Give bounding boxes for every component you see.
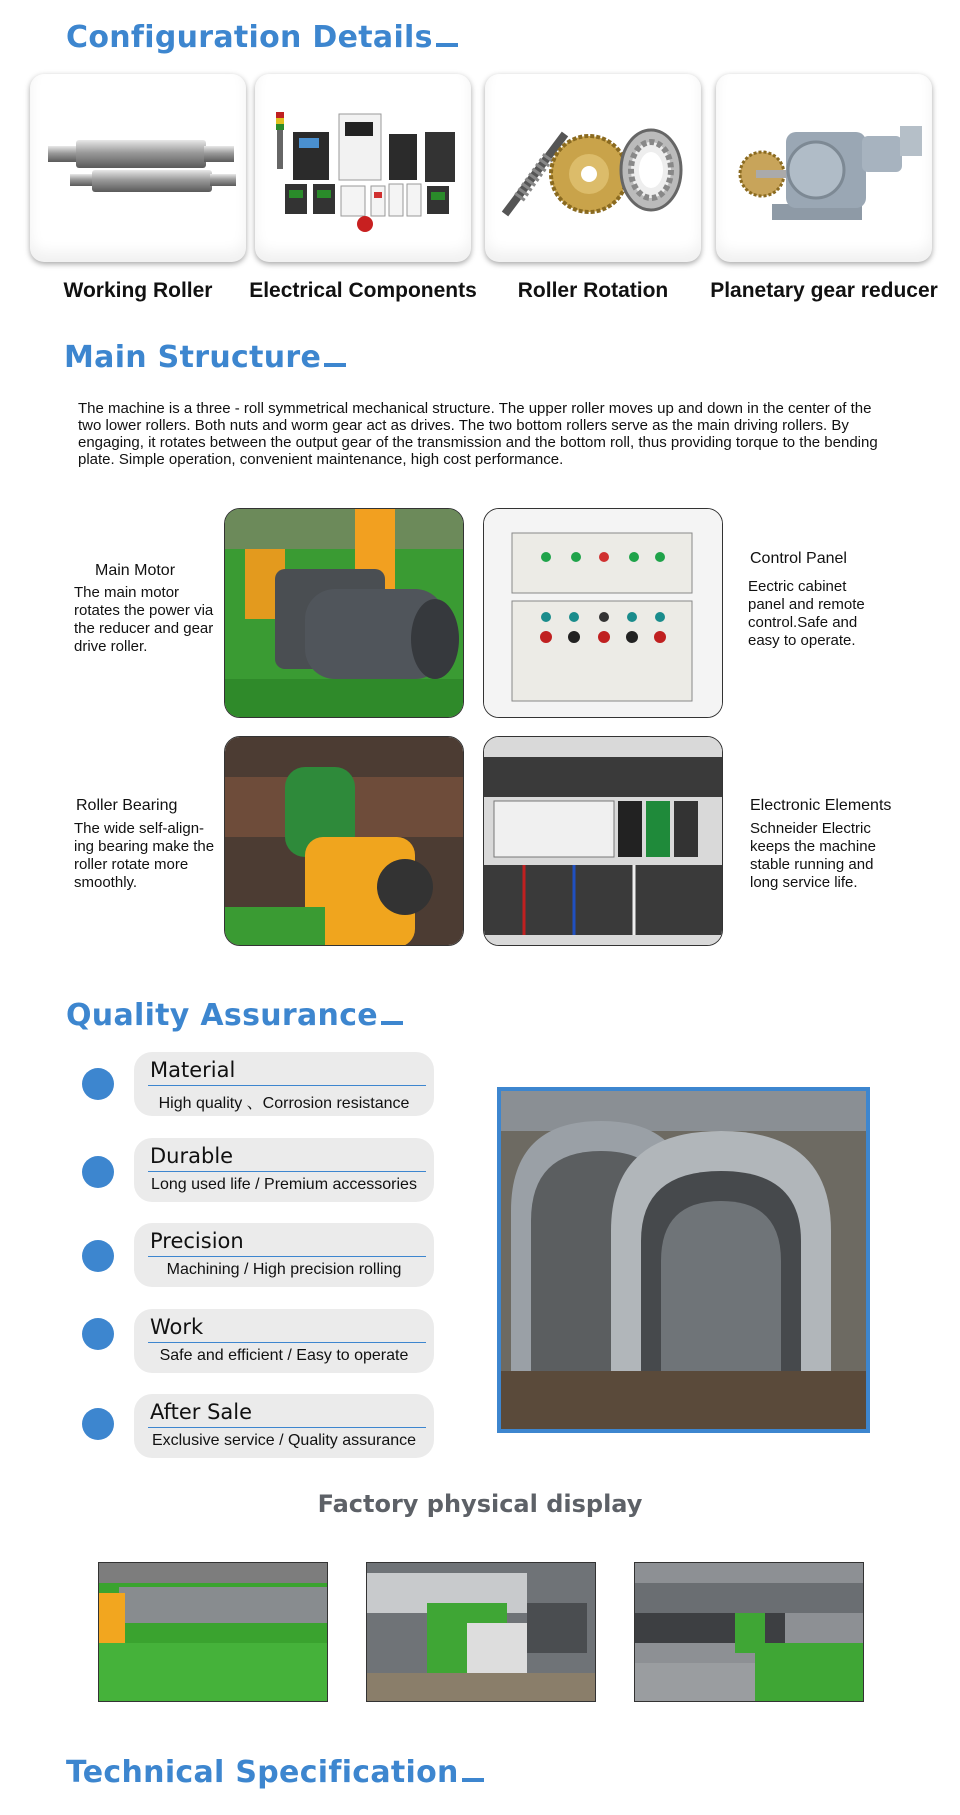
quality-item-divider [148, 1085, 426, 1086]
quality-item-after-sale [134, 1394, 434, 1458]
main-motor-photo [224, 508, 464, 718]
quality-item-divider [148, 1171, 426, 1172]
roller-bearing-title: Roller Bearing [76, 797, 178, 814]
quality-item-desc: Safe and efficient / Easy to operate [159, 1347, 409, 1364]
steel-rollers-image [30, 74, 246, 262]
quality-bullet-icon [82, 1068, 114, 1100]
config-label-gear-reducer: Planetary gear reducer [710, 279, 938, 302]
title-underline-icon [381, 1021, 403, 1025]
quality-item-desc: High quality 、Corrosion resistance [158, 1095, 410, 1112]
config-card-working-roller[interactable] [30, 74, 246, 262]
roller-bearing-desc: The wide self-align-ing bearing make the roller rotate more smoothly. [74, 820, 215, 891]
structure-description: The machine is a three - roll symmetrical mechanical structure. The upper roller moves up and down in the center of the two lower rollers. Both nuts and worm gear act as drives. The two bottom rollers serve as the main driving rollers. By engaging, it rotates between the output gear of the transmission and the bottom roll, thus providing torque to the bending plate. Simple operation, convenient maintenance, high cost performance. [78, 400, 878, 468]
quality-bullet-icon [82, 1240, 114, 1272]
main-motor-desc: The main motor rotates the power via the reducer and gear drive roller. [74, 584, 214, 655]
electrical-parts-image [255, 74, 471, 262]
control-panel-photo [483, 508, 723, 718]
roller-bearing-photo [224, 736, 464, 946]
quality-item-desc: Exclusive service / Quality assurance [151, 1432, 417, 1449]
quality-item-name: Precision [150, 1229, 244, 1253]
gear-reducer-image [716, 74, 932, 262]
quality-item-desc: Machining / High precision rolling [166, 1261, 402, 1278]
quality-item-name: Material [150, 1058, 236, 1082]
quality-item-name: After Sale [150, 1400, 253, 1424]
quality-bullet-icon [82, 1318, 114, 1350]
quality-item-name: Work [150, 1315, 204, 1339]
quality-item-divider [148, 1256, 426, 1257]
electronic-elements-title: Electronic Elements [750, 797, 892, 814]
quality-item-divider [148, 1427, 426, 1428]
title-underline-icon [324, 363, 346, 367]
quality-item-durable [134, 1138, 434, 1202]
bent-plates-photo [497, 1087, 870, 1433]
quality-item-work [134, 1309, 434, 1373]
worm-gear-bearing-image [485, 74, 701, 262]
control-panel-desc: Eectric cabinet panel and remote control.Safe and easy to operate. [748, 578, 865, 649]
factory-title: Factory physical display [317, 1490, 643, 1518]
quality-item-name: Durable [150, 1144, 234, 1168]
factory-photo-3 [634, 1562, 864, 1702]
quality-title: Quality Assurance [66, 998, 403, 1033]
title-underline-icon [436, 43, 458, 47]
quality-item-divider [148, 1342, 426, 1343]
electronic-elements-photo [483, 736, 723, 946]
quality-item-material [134, 1052, 434, 1116]
configuration-title: Configuration Details [66, 20, 458, 55]
config-label-electrical: Electrical Components [249, 279, 477, 302]
technical-title: Technical Specification [66, 1755, 484, 1790]
electronic-elements-desc: Schneider Electric keeps the machine stable running and long service life. [750, 820, 876, 891]
config-label-roller-rotation: Roller Rotation [517, 279, 669, 302]
config-card-electrical[interactable] [255, 74, 471, 262]
factory-photo-1 [98, 1562, 328, 1702]
control-panel-title: Control Panel [750, 550, 847, 567]
quality-bullet-icon [82, 1156, 114, 1188]
config-label-working-roller: Working Roller [63, 279, 213, 302]
quality-item-precision [134, 1223, 434, 1287]
quality-bullet-icon [82, 1408, 114, 1440]
config-card-gear-reducer[interactable] [716, 74, 932, 262]
config-card-roller-rotation[interactable] [485, 74, 701, 262]
main-structure-title: Main Structure [64, 340, 346, 375]
factory-photo-2 [366, 1562, 596, 1702]
main-motor-title: Main Motor [95, 562, 176, 579]
title-underline-icon [462, 1778, 484, 1782]
quality-item-desc: Long used life / Premium accessories [151, 1176, 417, 1193]
